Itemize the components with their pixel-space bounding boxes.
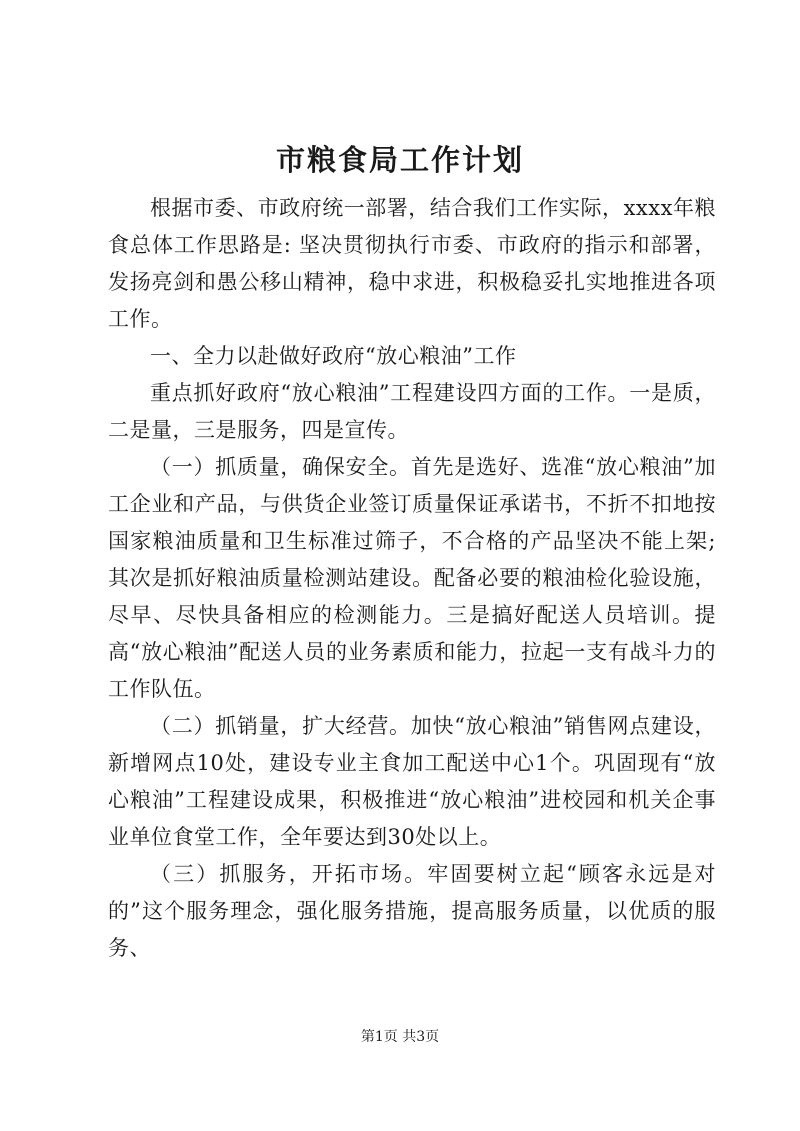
- paragraph-intro: 根据市委、市政府统一部署，结合我们工作实际，xxxx年粮食总体工作思路是: 坚决贯彻执行市委、市政府的指示和部署，发扬亮剑和愚公移山精神，稳中求进，积极稳妥扎实地推进各项工作。: [108, 196, 716, 331]
- paragraph-sales: （二）抓销量，扩大经营。加快“放心粮油”销售网点建设，新增网点10处，建设专业主食加工配送中心1个。巩固现有“放心粮油”工程建设成果，积极推进“放心粮油”进校园和机关企事业单位食堂工作，全年要达到30处以上。: [108, 714, 716, 849]
- page-footer: 第1页 共3页: [360, 1029, 440, 1045]
- paragraph-overview: 重点抓好政府“放心粮油”工程建设四方面的工作。一是质，二是量，三是服务，四是宣传。: [108, 381, 716, 442]
- paragraph-quality: （一）抓质量，确保安全。首先是选好、选准“放心粮油”加工企业和产品，与供货企业签订质量保证承诺书，不折不扣地按国家粮油质量和卫生标准过筛子，不合格的产品坚决不能上架;其次是抓好粮油质量检测站建设。配备必要的粮油检化验设施，尽早、尽快具备相应的检测能力。三是搞好配送人员培训。提高“放心粮油”配送人员的业务素质和能力，拉起一支有战斗力的工作队伍。: [108, 455, 716, 701]
- document-body: [108, 190, 716, 967]
- section-heading-1: 一、全力以赴做好政府“放心粮油”工作: [150, 344, 517, 368]
- document-title: 市粮食局工作计划: [275, 143, 524, 177]
- paragraph-service: （三）抓服务，开拓市场。牢固要树立起“顾客永远是对的”这个服务理念，强化服务措施，提高服务质量，以优质的服务、: [108, 862, 716, 960]
